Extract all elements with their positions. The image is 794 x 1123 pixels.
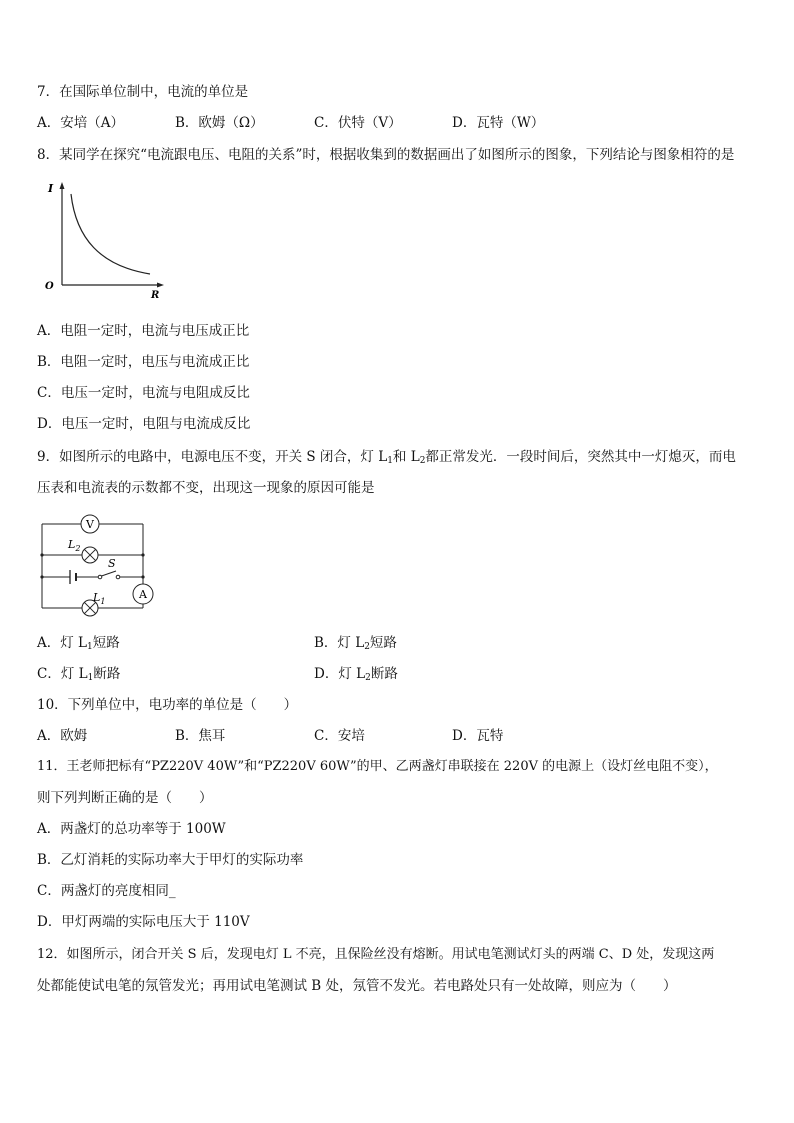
q8-option-b: B．电阻一定时，电压与电流成正比 [37, 354, 250, 370]
junction-right [141, 553, 144, 556]
inverse-curve [71, 194, 150, 274]
q9-stem-line1: 9．如图所示的电路中，电源电压不变，开关 S 闭合，灯 $L_1$和 $L_2$都正常发光．一段时间后，突然其中一灯熄灭，而电 [37, 449, 736, 466]
origin-label: O [45, 281, 54, 292]
q9-option-c: C．灯 $L_1$断路 [37, 666, 121, 683]
voltmeter-label: V [86, 518, 94, 531]
ammeter-label: A [139, 588, 147, 601]
junction-left-lower [40, 575, 43, 578]
q7-stem: 7．在国际单位制中，电流的单位是 [37, 84, 249, 100]
q8-stem: 8．某同学在探究“电流跟电压、电阻的关系”时，根据收集到的数据画出了如图所示的图象，下列结论与图象相符的是 [37, 147, 735, 163]
q7-option-a: A．安培（A） [37, 115, 124, 131]
switch-lever [102, 571, 117, 576]
q9-stem-line2: 压表和电流表的示数都不变，出现这一现象的原因可能是 [37, 480, 375, 496]
junction-right-lower [141, 575, 144, 578]
q11-stem-line1: 11．王老师把标有“PZ220V 40W”和“PZ220V 60W”的甲、乙两盏灯串联接在 220V 的电源上（设灯丝电阻不变）， [37, 759, 718, 774]
y-axis-arrow [60, 182, 65, 189]
switch-label: S [108, 557, 116, 570]
q7-option-d: D．瓦特（W） [452, 115, 545, 131]
lamp-l2-label: $L_2$ [68, 538, 81, 553]
q9-circuit-diagram [36, 510, 160, 620]
q12-stem-line2: 处都能使试电笔的氖管发光；再用试电笔测试 B 处，氖管不发光。若电路处只有一处故障，则应为（ ） [37, 978, 677, 994]
q11-option-d: D．甲灯两端的实际电压大于 110V [37, 914, 250, 930]
q11-option-a: A．两盏灯的总功率等于 100W [37, 821, 226, 837]
q10-option-b: B．焦耳 [175, 728, 226, 744]
q7-option-b: B．欧姆（Ω） [175, 115, 264, 131]
q10-stem: 10．下列单位中，电功率的单位是（ ） [37, 697, 298, 713]
junction-left [40, 553, 43, 556]
q8-option-c: C．电压一定时，电流与电阻成反比 [37, 385, 250, 401]
x-axis-arrow [157, 283, 164, 288]
q11-option-c: C．两盏灯的亮度相同_ [37, 883, 176, 899]
q9-option-b: B．灯 $L_2$短路 [314, 635, 397, 652]
q10-option-c: C．安培 [314, 728, 365, 744]
q11-option-b: B．乙灯消耗的实际功率大于甲灯的实际功率 [37, 852, 304, 868]
y-axis-label: I [48, 182, 54, 195]
switch-contact-right [116, 575, 120, 579]
switch-contact-left [98, 575, 102, 579]
q9-option-a: A．灯 $L_1$短路 [37, 635, 120, 652]
q8-option-a: A．电阻一定时，电流与电压成正比 [37, 323, 250, 339]
q12-stem-line1: 12．如图所示，闭合开关 S 后，发现电灯 L 不亮，且保险丝没有熔断。用试电笔测试灯头的两端 C、D 处，发现这两 [37, 947, 715, 962]
q10-option-a: A．欧姆 [37, 728, 88, 744]
x-axis-label: R [151, 290, 160, 301]
q7-option-c: C．伏特（V） [314, 115, 402, 131]
q8-option-d: D．电压一定时，电阻与电流成反比 [37, 416, 251, 432]
q11-stem-line2: 则下列判断正确的是（ ） [37, 790, 213, 806]
lamp-l1-label: $L_1$ [93, 591, 106, 606]
q9-option-d: D．灯 $L_2$断路 [314, 666, 398, 683]
q10-option-d: D．瓦特 [452, 728, 504, 744]
q8-graph [40, 178, 170, 303]
